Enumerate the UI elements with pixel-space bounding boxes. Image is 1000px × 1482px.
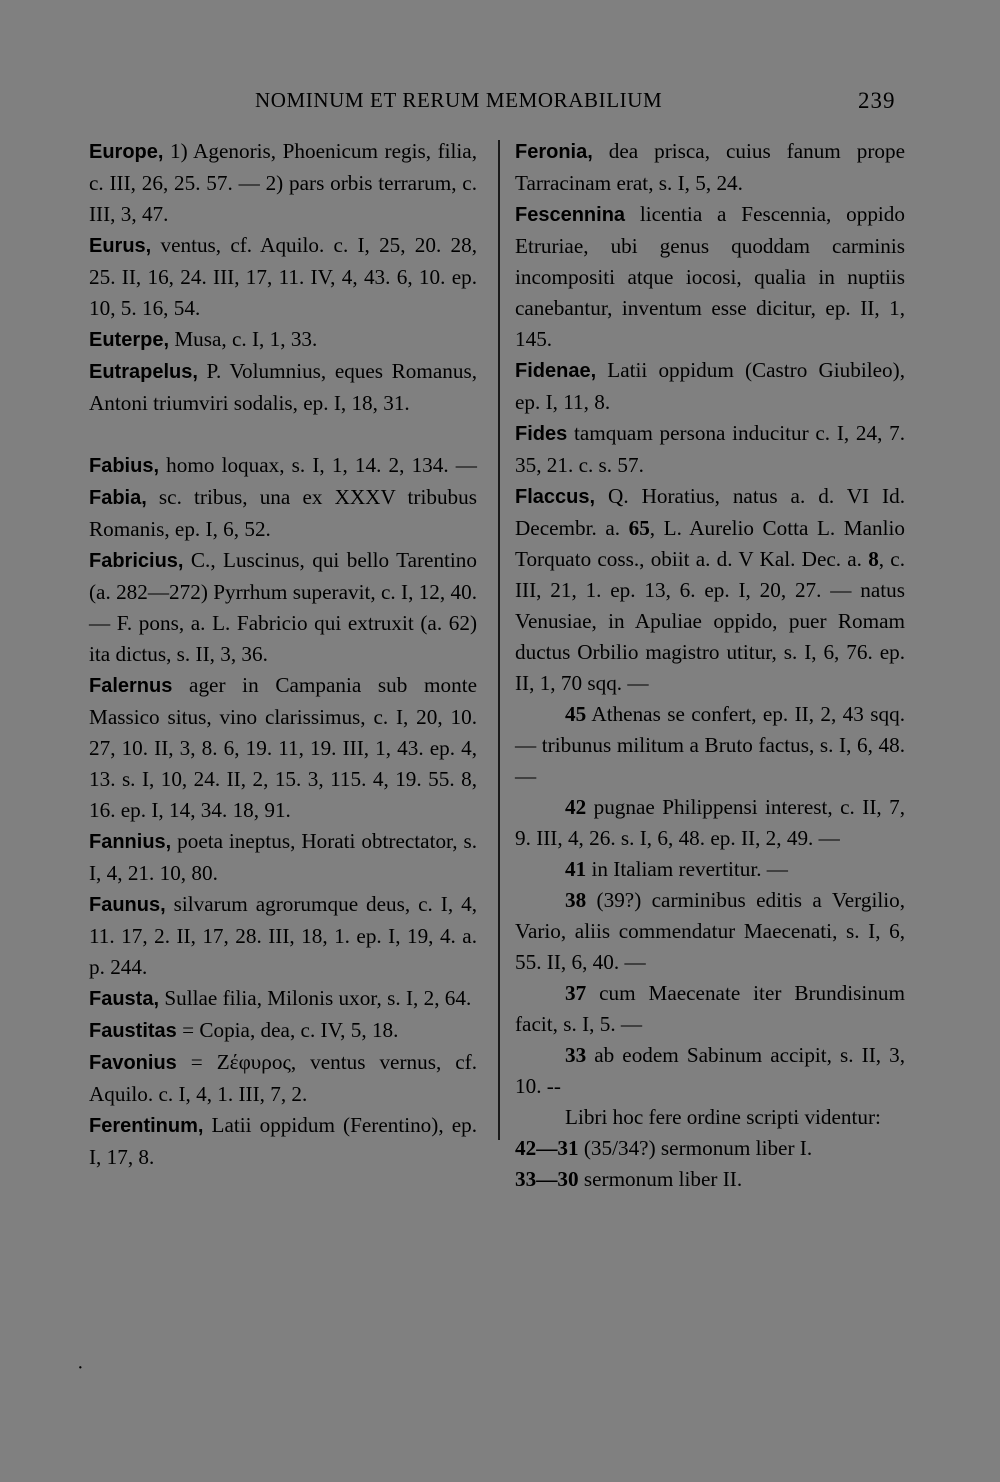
entry-text: homo loquax, s. I, 1, 14. 2, 134. — [159, 453, 477, 477]
entry-text: ventus, cf. Aquilo. c. I, 25, 20. 28, 25. II, 16, 24. III, 17, 11. IV, 4, 43. 6, 10. ep. 10, 5. 16, 54. [89, 233, 477, 320]
entry-favonius [89, 1047, 477, 1110]
entry-text: 1) Agenoris, Phoenicum regis, filia, c. III, 26, 25. 57. — 2) pars orbis terrarum, c. III, 3, 47. [89, 139, 477, 226]
headword: Eutrapelus, [89, 361, 198, 383]
entry-text: poeta ineptus, Horati obtrectator, s. I, 4, 21. 10, 80. [89, 829, 477, 885]
entry-text: = Ζέφυρος, ventus vernus, cf. Aquilo. c. I, 4, 1. III, 7, 2. [89, 1050, 477, 1106]
entry-fescennina [515, 199, 905, 355]
year: 42 [565, 795, 587, 819]
entry-text: , L. Aurelio Cotta L. Manlio Torquato coss., obiit a. d. V Kal. Dec. a. [515, 516, 905, 571]
section-gap [89, 419, 477, 450]
entry-faustitas [89, 1015, 477, 1047]
headword: Fabius, [89, 455, 160, 477]
entry-text: C., Luscinus, qui bello Tarentino (a. 282—272) Pyrrhum superavit, c. I, 12, 40. — F. pons, a. L. Fabricio qui extruxit (a. 62) ita dictus, s. II, 3, 36. [89, 548, 477, 666]
headword: Fidenae, [515, 360, 597, 382]
entry-fabius [89, 450, 477, 545]
headword: Fausta, [89, 988, 160, 1010]
entry-text: Athenas se confert, ep. II, 2, 43 sqq. — tribunus militum a Bruto factus, s. I, 6, 48. — [515, 702, 905, 788]
entry-text: Libri hoc fere ordine scripti videntur: [565, 1105, 881, 1129]
entry-europe [89, 136, 477, 230]
entry-text: Latii oppidum (Ferentino), ep. I, 17, 8. [89, 1113, 477, 1169]
column-divider [498, 140, 500, 1140]
headword: Feronia, [515, 141, 593, 163]
headword: Euterpe, [89, 329, 170, 351]
headword: Fabia, [89, 487, 147, 509]
entry-fannius [89, 826, 477, 889]
entry-text: P. Volumnius, eques Romanus, Antoni triumviri sodalis, ep. I, 18, 31. [89, 359, 477, 415]
headword: Fescennina [515, 204, 626, 226]
entry-text: cum Maecenate iter Brundisinum facit, s. I, 5. — [515, 981, 905, 1036]
entry-text: licentia a Fescennia, oppido Etruriae, ubi genus quoddam carminis incompositi atque iocosi, qualia in nuptiis canebantur, inventum esse dicitur, ep. II, 1, 145. [515, 202, 905, 351]
year: 38 [565, 888, 587, 912]
entry-ferentinum [89, 1110, 477, 1173]
year: 37 [565, 981, 587, 1005]
book-line [515, 1133, 905, 1164]
entry-text: dea prisca, cuius fanum prope Tarracinam erat, s. I, 5, 24. [515, 139, 905, 195]
chronology-paragraph [515, 885, 905, 978]
headword: Europe, [89, 141, 164, 163]
entry-text: Latii oppidum (Castro Giubileo), ep. I, 11, 8. [515, 358, 905, 414]
headword: Ferentinum, [89, 1115, 204, 1137]
entry-text: sc. tribus, una ex XXXV tribubus Romanis, ep. I, 6, 52. [89, 485, 477, 541]
page-number: 239 [858, 88, 896, 113]
headword: Fabricius, [89, 550, 184, 572]
entry-fides [515, 418, 905, 481]
headword: Faustitas [89, 1020, 177, 1042]
entry-text: , c. III, 21, 1. ep. 13, 6. ep. I, 20, 27. — natus Venusiae, in Apuliae oppido, puer Romam ductus Orbilio magistro utitur, s. I, 6, 76. ep. II, 1, 70 sqq. — [515, 547, 906, 695]
headword: Fides [515, 423, 568, 445]
chronology-paragraph [515, 978, 905, 1040]
running-header [0, 88, 1000, 118]
headword: Flaccus, [515, 486, 596, 508]
entry-text: Q. Horatius, natus a. d. VI Id. Decembr. a. [515, 484, 905, 540]
headword: Favonius [89, 1052, 177, 1074]
year: 41 [565, 857, 587, 881]
chronology-paragraph [515, 699, 905, 792]
left-column [89, 136, 477, 1173]
entry-text: silvarum agrorumque deus, c. I, 4, 11. 17, 2. II, 17, 28. III, 18, 1. ep. I, 19, 4. a. p. 244. [89, 892, 477, 979]
entry-text: ager in Campania sub monte Massico situs, vino clarissimus, c. I, 20, 10. 27, 10. II, 3, 8. 6, 19. 11, 19. III, 1, 43. ep. 4, 13. s. I, 10, 24. II, 2, 15. 3, 115. 4, 19. 55. 8, 16. ep. I, 14, 34. 18, 91. [89, 673, 477, 822]
entry-text: (35/34?) sermonum liber I. [578, 1136, 813, 1160]
year: 65 [628, 516, 650, 540]
entry-falernus [89, 670, 477, 826]
entry-eurus [89, 230, 477, 324]
entry-faunus [89, 889, 477, 983]
entry-text: Sullae filia, Milonis uxor, s. I, 2, 64. [159, 986, 472, 1010]
entry-euterpe [89, 324, 477, 356]
entry-fidenae [515, 355, 905, 418]
right-column [515, 136, 905, 1195]
entry-text: sermonum liber II. [578, 1167, 743, 1191]
chronology-paragraph [515, 792, 905, 854]
headword: Falernus [89, 675, 173, 697]
entry-text: ab eodem Sabinum accipit, s. II, 3, 10. -- [515, 1043, 905, 1098]
libri-paragraph [515, 1102, 905, 1133]
chronology-paragraph [515, 1040, 905, 1102]
book-line [515, 1164, 905, 1195]
year-range: 42—31 [515, 1136, 579, 1160]
year: 45 [565, 702, 587, 726]
entry-feronia [515, 136, 905, 199]
entry-eutrapelus [89, 356, 477, 419]
entry-fabricius [89, 545, 477, 670]
margin-marker: · [77, 1357, 84, 1379]
year: 33 [565, 1043, 587, 1067]
entry-text: in Italiam revertitur. — [586, 857, 788, 881]
chronology-paragraph [515, 854, 905, 885]
headword: Fannius, [89, 831, 172, 853]
entry-text: pugnae Philippensi interest, c. II, 7, 9. III, 4, 26. s. I, 6, 48. ep. II, 2, 49. — [515, 795, 905, 850]
entry-text: (39?) carminibus editis a Vergilio, Vario, aliis commendatur Maecenati, s. I, 6, 55. II, 6, 40. — [515, 888, 905, 974]
headword: Eurus, [89, 235, 152, 257]
entry-flaccus [515, 481, 905, 699]
entry-text: = Copia, dea, c. IV, 5, 18. [176, 1018, 399, 1042]
entry-fausta [89, 983, 477, 1015]
entry-text: Musa, c. I, 1, 33. [169, 327, 318, 351]
entry-text: tamquam persona inducitur c. I, 24, 7. 35, 21. c. s. 57. [515, 421, 905, 477]
header-title: NOMINUM ET RERUM MEMORABILIUM [255, 88, 663, 112]
headword: Faunus, [89, 894, 166, 916]
year-range: 33—30 [515, 1167, 579, 1191]
year: 8 [868, 547, 879, 571]
